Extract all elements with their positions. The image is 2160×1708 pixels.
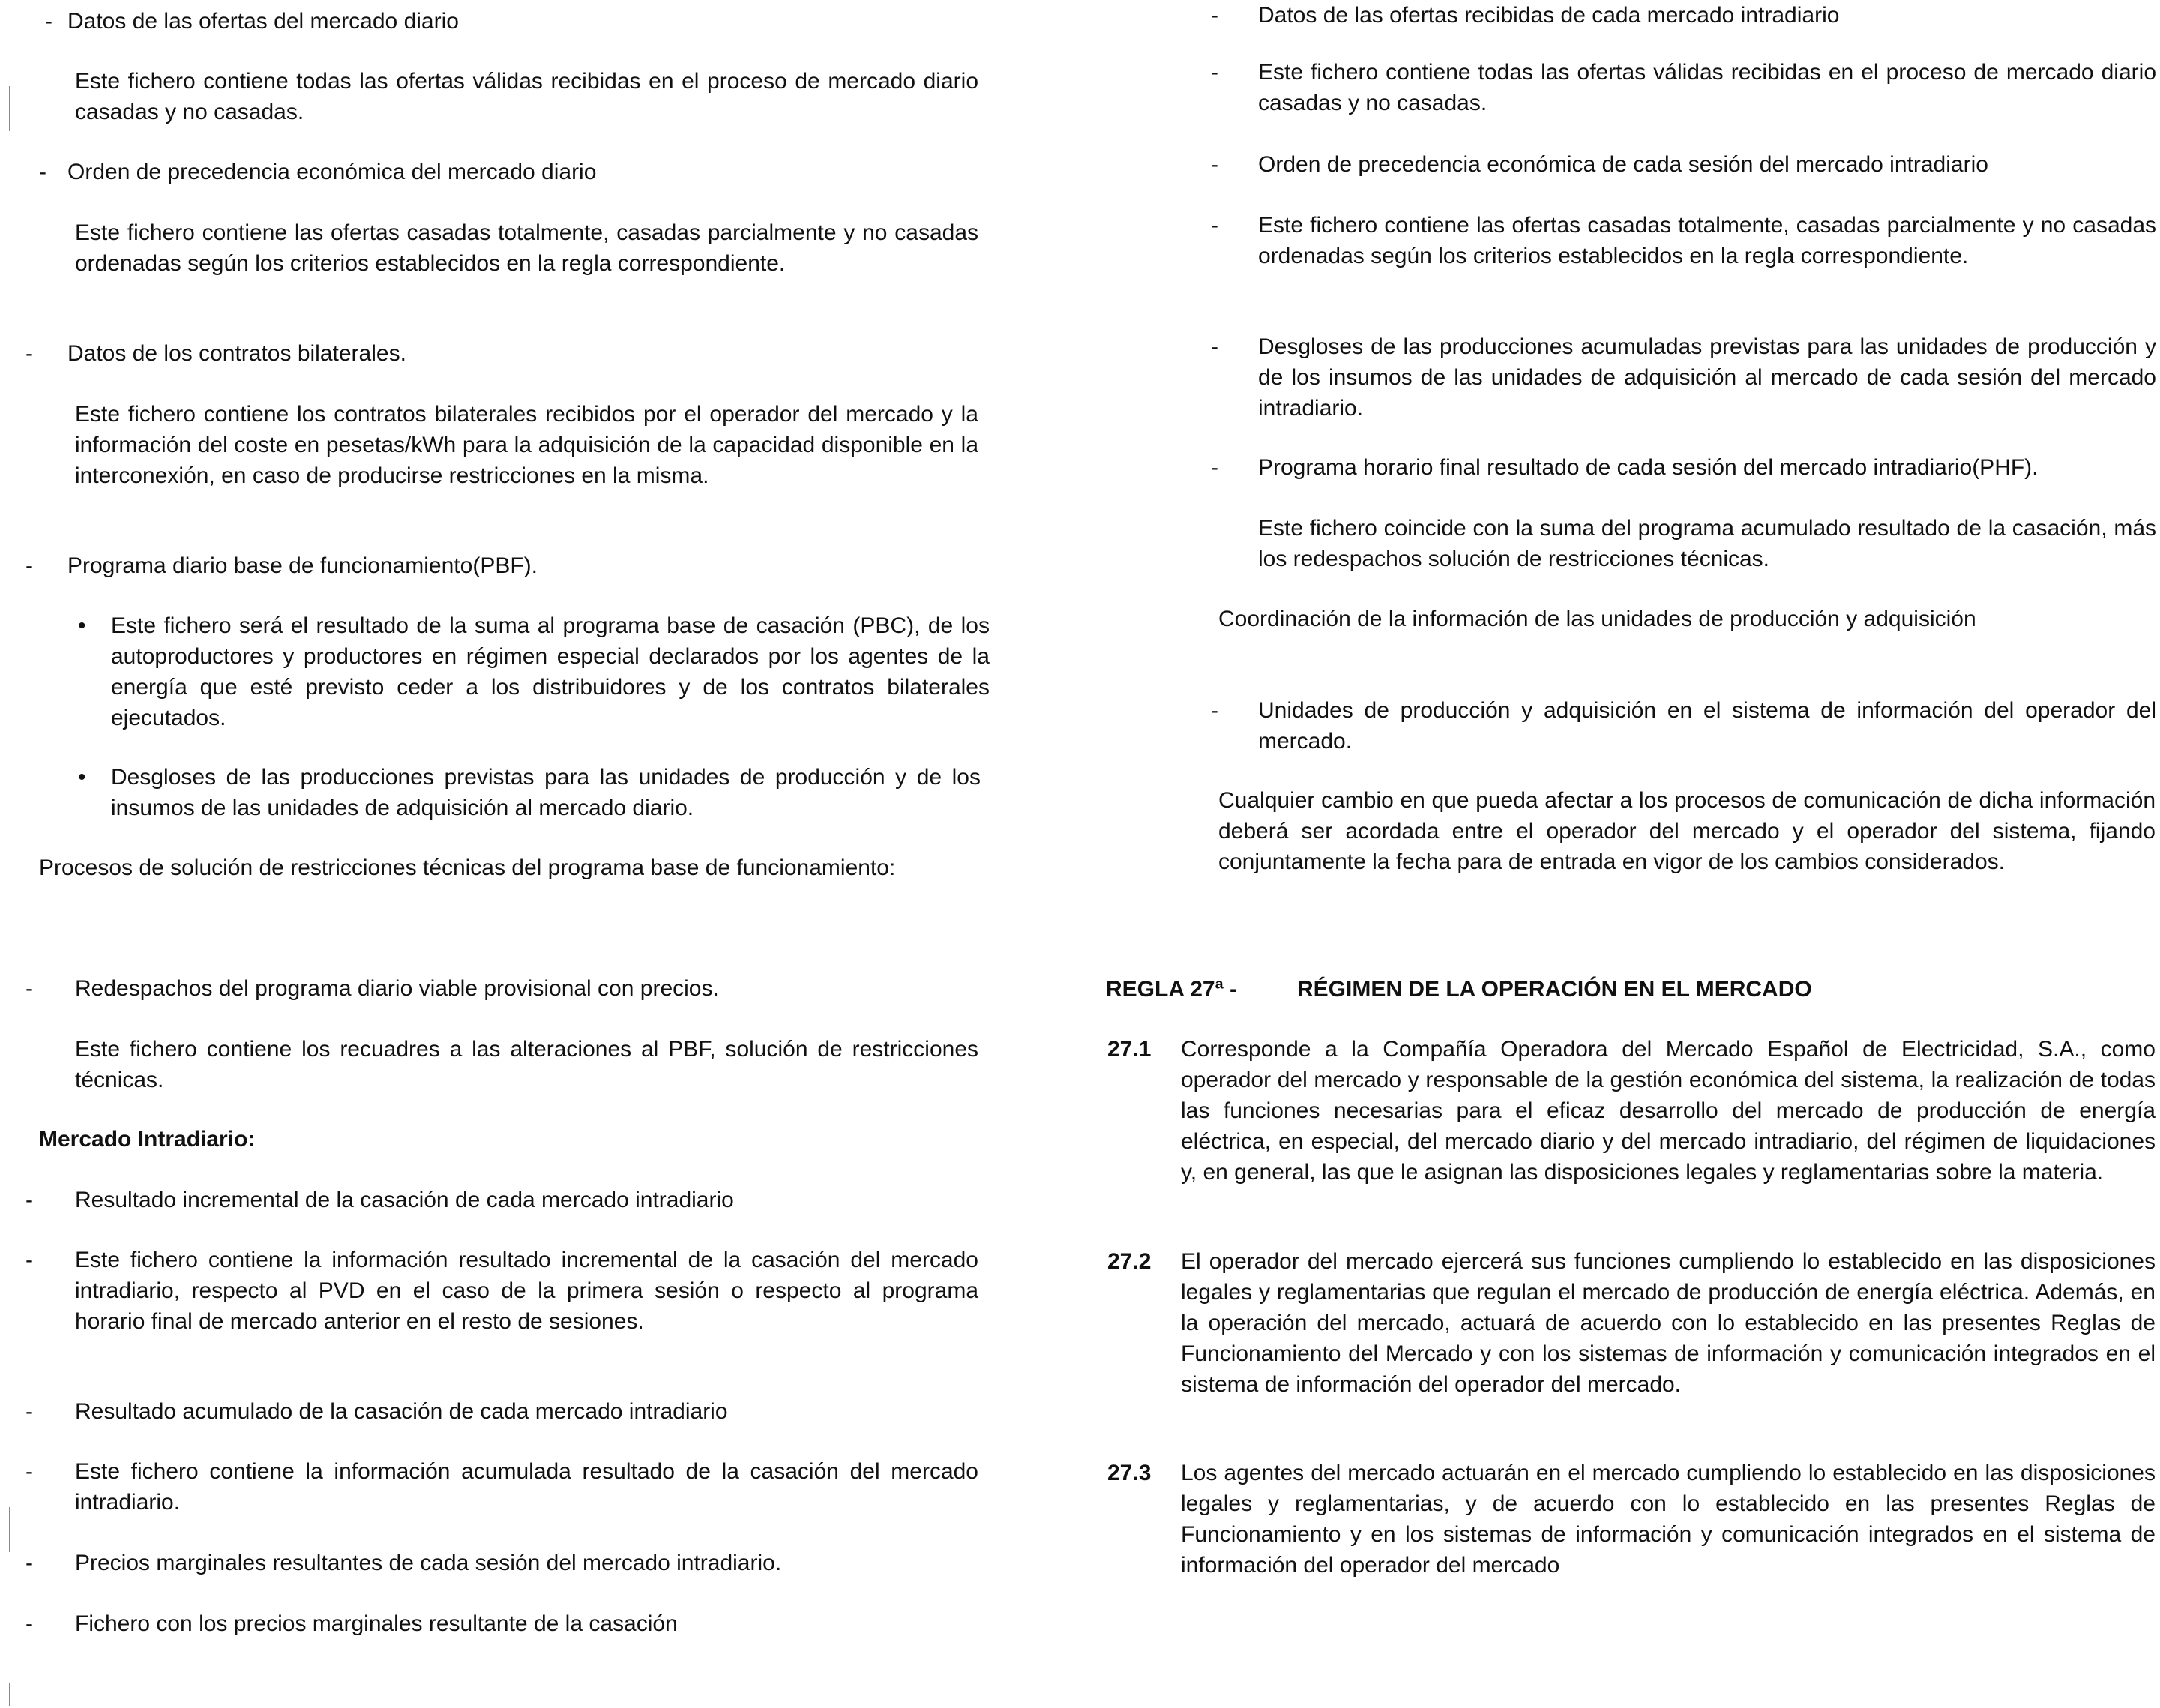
article-number: 27.3 [1107,1461,1152,1485]
scan-mark [9,1507,10,1552]
dash-bullet: - [25,976,33,1001]
list-item: Desgloses de las producciones previstas para las unidades de producción y de los insumos de las unidades de adquisición al mercado diario. [111,765,981,820]
dash-bullet: - [25,1399,33,1424]
dash-bullet: - [25,1551,33,1575]
article-number: 27.1 [1107,1037,1152,1062]
list-item: Este fichero contiene la información acumulada resultado de la casación del mercado intradiario. [75,1459,978,1515]
paragraph: Este fichero contiene los recuadres a las alteraciones al PBF, solución de restricciones técnicas. [75,1037,978,1092]
article-number: 27.2 [1107,1249,1152,1274]
list-item: Programa diario base de funcionamiento(PBF). [67,553,538,578]
dash-bullet: - [1211,3,1218,28]
list-item: Este fichero contiene todas las ofertas válidas recibidas en el proceso de mercado diario casadas y no casadas. [1258,60,2156,115]
round-bullet: • [78,765,86,790]
dash-bullet: - [25,1248,33,1272]
list-item: Resultado acumulado de la casación de cada mercado intradiario [75,1399,728,1424]
list-item: Resultado incremental de la casación de cada mercado intradiario [75,1188,734,1212]
paragraph: Este fichero contiene las ofertas casadas totalmente, casadas parcialmente y no casadas ordenadas según los criterios establecidos en la regla correspondiente. [75,220,978,276]
paragraph: Este fichero contiene todas las ofertas válidas recibidas en el proceso de mercado diario casadas y no casadas. [75,69,978,124]
paragraph: Este fichero contiene los contratos bilaterales recibidos por el operador del mercado y la información del coste en pesetas/kWh para la adquisición de la capacidad disponible en la interconexión, en caso de producirse restricciones en la misma. [75,402,978,488]
list-item: Orden de precedencia económica de cada sesión del mercado intradiario [1258,152,1988,177]
list-item: Redespachos del programa diario viable provisional con precios. [75,976,719,1001]
list-item: Fichero con los precios marginales resultante de la casación [75,1611,678,1636]
dash-bullet: - [25,1188,33,1212]
paragraph: Este fichero coincide con la suma del programa acumulado resultado de la casación, más los redespachos solución de restricciones técnicas. [1258,516,2156,571]
list-item: Programa horario final resultado de cada sesión del mercado intradiario(PHF). [1258,455,2039,480]
rule-title: RÉGIMEN DE LA OPERACIÓN EN EL MERCADO [1297,977,1812,1002]
dash-bullet: - [1211,698,1218,723]
dash-bullet: - [1211,334,1218,359]
scan-mark [9,1683,10,1706]
article-paragraph: Corresponde a la Compañía Operadora del Mercado Español de Electricidad, S.A., como operador del mercado y responsable de la gestión económica del sistema, la realización de todas las funciones necesarias para el eficaz desarrollo del mercado de producción de energía eléctrica, en especial, del mercado diario y del mercado intradiario, del régimen de liquidaciones y, en general, las que le asignan las disposiciones legales y reglamentarias sobre la materia. [1181,1037,2156,1185]
list-item: Desgloses de las producciones acumuladas previstas para las unidades de producción y de los insumos de las unidades de adquisición al mercado de cada sesión del mercado intradiario. [1258,334,2156,421]
list-item: Datos de las ofertas recibidas de cada mercado intradiario [1258,3,1840,28]
round-bullet: • [78,613,86,638]
dash-bullet: - [1211,60,1218,85]
rule-label: REGLA 27ª - [1106,977,1238,1002]
list-item: Datos de los contratos bilaterales. [67,341,406,366]
dash-bullet: - [25,1459,33,1484]
dash-bullet: - [45,9,52,34]
dash-bullet: - [25,341,33,366]
section-heading: Mercado Intradiario: [39,1127,256,1152]
article-paragraph: Los agentes del mercado actuarán en el mercado cumpliendo lo establecido en las disposiciones legales y reglamentarias, y de acuerdo con lo establecido en las presentes Reglas de Funcionamiento y en los sistemas de información y comunicación integrados en el sistema de información del operador del mercado [1181,1461,2156,1578]
dash-bullet: - [1211,152,1218,177]
paragraph: Procesos de solución de restricciones técnicas del programa base de funcionamiento: [39,855,896,880]
list-item: Este fichero contiene las ofertas casadas totalmente, casadas parcialmente y no casadas ordenadas según los criterios establecidos en la regla correspondiente. [1258,213,2156,268]
list-item: Este fichero será el resultado de la suma al programa base de casación (PBC), de los autoproductores y productores en régimen especial declarados por los agentes de la energía que esté previsto ceder a los distribuidores y de los contratos bilaterales ejecutados. [111,613,990,730]
list-item: Datos de las ofertas del mercado diario [67,9,459,34]
dash-bullet: - [1211,455,1218,480]
list-item: Precios marginales resultantes de cada sesión del mercado intradiario. [75,1551,782,1575]
section-heading: Coordinación de la información de las unidades de producción y adquisición [1218,607,1976,631]
dash-bullet: - [25,553,33,578]
dash-bullet: - [25,1611,33,1636]
dash-bullet: - [39,160,46,184]
scan-mark [9,86,10,131]
list-item: Este fichero contiene la información resultado incremental de la casación del mercado intradiario, respecto al PVD en el caso de la primera sesión o respecto al programa horario final de mercado anterior en el resto de sesiones. [75,1248,978,1334]
list-item: Unidades de producción y adquisición en el sistema de información del operador del mercado. [1258,698,2156,754]
article-paragraph: El operador del mercado ejercerá sus funciones cumpliendo lo establecido en las disposiciones legales y reglamentarias que regulan el mercado de producción de energía eléctrica. Además, en la operación del mercado, actuará de acuerdo con lo establecido en las presentes Reglas de Funcionamiento del Mercado y con los sistemas de información y comunicación integrados en el sistema de información del operador del mercado. [1181,1249,2156,1397]
list-item: Orden de precedencia económica del mercado diario [67,160,597,184]
paragraph: Cualquier cambio en que pueda afectar a los procesos de comunicación de dicha información deberá ser acordada entre el operador del mercado y el operador del sistema, fijando conjuntamente la fecha para de entrada en vigor de los cambios considerados. [1218,788,2156,874]
dash-bullet: - [1211,213,1218,238]
